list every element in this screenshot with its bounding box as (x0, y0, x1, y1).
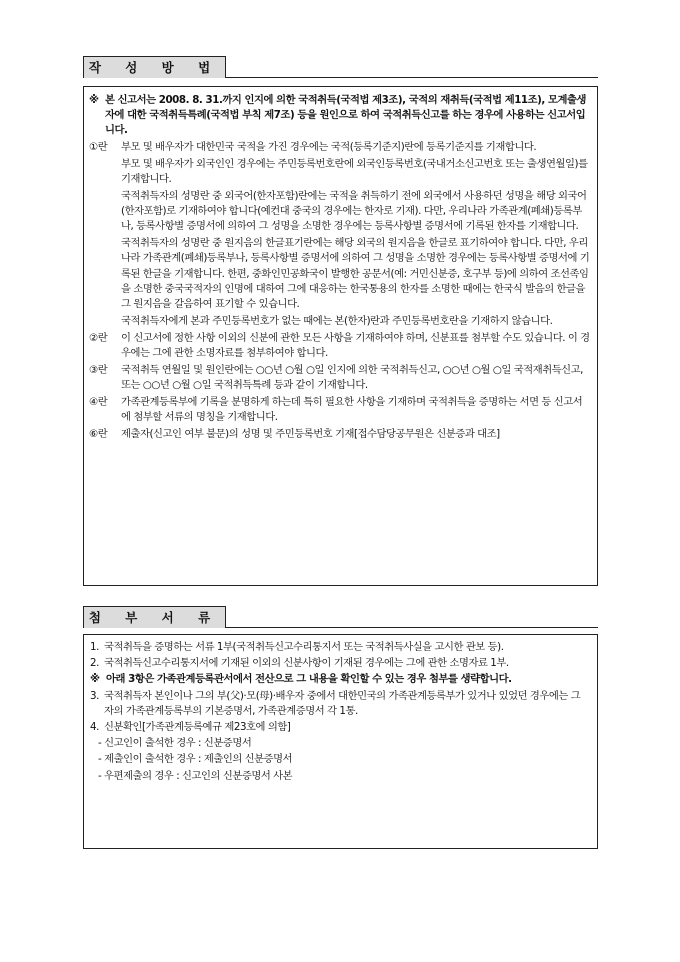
attachments-box (83, 634, 598, 849)
attachment-item (90, 720, 591, 735)
instruction-item-1-sub (121, 157, 591, 187)
notice-text: 아래 3항은 가족관계등록관서에서 전산으로 그 내용을 확인할 수 있는 경우 첨부를 생략합니다. (106, 673, 512, 686)
instruction-text: 가족관계등록부에 기록을 분명하게 하는데 특히 필요한 사항을 기재하며 국적취득을 증명하는 서면 등 신고서에 첨부할 서류의 명칭을 기재합니다. (121, 395, 583, 423)
instruction-label: ④란 (89, 395, 108, 408)
attachment-number: 2. (90, 657, 99, 670)
attachment-text: 국적취득신고수리통지서에 기재된 이외의 신분사항이 기재된 경우에는 그에 관한 소명자료 1부. (104, 657, 509, 670)
instruction-item-2 (89, 331, 591, 361)
attachment-item (90, 689, 591, 719)
writing-instructions-box (83, 86, 598, 586)
attachments-notice (90, 672, 591, 687)
attachment-number: 3. (90, 689, 99, 702)
instruction-text: 국적취득자에게 본과 주민등록번호가 없는 때에는 본(한자)란과 주민등록번호란을 기재하지 않습니다. (121, 314, 553, 327)
instruction-text: 국적취득 연월일 및 원인란에는 ○○년 ○월 ○일 인지에 의한 국적취득신고, ○○년 ○월 ○일 국적재취득신고, 또는 ○○년 ○월 ○일 국적취득특례 등과 같이 기재합니다. (121, 363, 584, 391)
notice-mark: ※ (89, 94, 99, 106)
instruction-item-1-sub (121, 236, 591, 312)
instruction-label: ③란 (89, 363, 108, 376)
identity-check-item: - 제출인이 출석한 경우 : 제출인의 신분증명서 (98, 753, 293, 766)
instruction-label: ②란 (89, 331, 108, 344)
instruction-text: 부모 및 배우자가 대한민국 국적을 가진 경우에는 국적(등록기준지)란에 등록기준지를 기재합니다. (121, 141, 537, 154)
notice-mark: ※ (90, 673, 100, 686)
instructions-notice (89, 93, 591, 139)
attachment-number: 1. (90, 641, 99, 653)
section2-heading: 첨 부 서 류 (83, 606, 226, 628)
section1-heading: 작 성 방 법 (83, 56, 226, 78)
instruction-text: 부모 및 배우자가 외국인인 경우에는 주민등록번호란에 외국인등록번호(국내거소신고번호 또는 출생연월일)를 기재합니다. (121, 158, 588, 186)
instruction-label: ⑥란 (89, 427, 108, 440)
identity-check-item: - 신고인이 출석한 경우 : 신분증명서 (98, 737, 252, 750)
attachment-number: 4. (90, 721, 99, 734)
attachment-text: 국적취득자 본인이나 그의 부(父)·모(母)·배우자 중에서 대한민국의 가족관계등록부가 있거나 있었던 경우에는 그 자의 가족관계등록부의 기본증명서, 가족관계증명서 각 1통. (104, 689, 581, 717)
identity-check-item: - 우편제출의 경우 : 신고인의 신분증명서 사본 (98, 769, 293, 782)
instruction-item-6 (89, 427, 591, 442)
instruction-text: 제출자(신고인 여부 불문)의 성명 및 주민등록번호 기재[접수담당공무원은 신분증과 대조] (121, 427, 500, 440)
instruction-text: 이 신고서에 정한 사항 이외의 신분에 관한 모든 사항을 기재하여야 하며, 신분표를 첨부할 수도 있습니다. 이 경우에는 그에 관한 소명자료를 첨부하여야 합니다. (121, 331, 590, 359)
instruction-item-1 (89, 140, 591, 155)
attachment-item (90, 656, 591, 671)
instruction-item-1-sub (121, 189, 591, 235)
section2-heading-rule (226, 627, 598, 628)
instruction-text: 국적취득자의 성명란 중 외국어(한자포함)란에는 국적을 취득하기 전에 외국에서 사용하던 성명을 해당 외국어(한자포함)로 기재하여야 합니다(예컨대 중국의 경우에는 한자로 기재). 다만, 우리나라 가족관계(폐쇄)등록부나, 등록사항별 증명서에 의하여 그 성명을 소명한 경우에는 등록사항별 증명서에 기록된 한자를 기재합니다. (121, 190, 587, 233)
instruction-item-1-sub (121, 314, 591, 329)
instruction-item-4 (89, 395, 591, 425)
attachment-text: 신분확인[가족관계등록예규 제23호에 의함] (104, 721, 291, 734)
instruction-item-3 (89, 363, 591, 393)
section1-heading-rule (226, 77, 598, 78)
instruction-label: ①란 (89, 141, 108, 154)
attachment-text: 국적취득을 증명하는 서류 1부(국적취득신고수리통지서 또는 국적취득사실을 고시한 관보 등). (104, 641, 504, 653)
instruction-text: 국적취득자의 성명란 중 원지음의 한글표기란에는 해당 외국의 원지음을 한글로 표기하여야 합니다. 다만, 우리나라 가족관계(폐쇄)등록부나, 등록사항별 증명서에 의하여 그 성명을 소명한 경우에는 등록사항별 증명서에 기록된 한글을 기재합니다. 한편, 중화인민공화국이 발행한 공문서(예: 거민신분증, 호구부 등)에 의하여 조선족임을 소명한 중국국적자의 인명에 대하여 그에 대응하는 한국통용의 한자를 소명한 때에는 한국식 발음의 한글을 그 원지음을 갈음하여 표기할 수 있습니다. (121, 237, 590, 311)
notice-text: 본 신고서는 2008. 8. 31.까지 인지에 의한 국적취득(국적법 제3조), 국적의 재취득(국적법 제11조), 모계출생자에 대한 국적취득특례(국적법 부칙 제7조) 등을 원인으로 하여 국적취득신고를 하는 경우에 사용하는 신고서입니다. (105, 94, 586, 137)
attachment-item (90, 640, 591, 655)
